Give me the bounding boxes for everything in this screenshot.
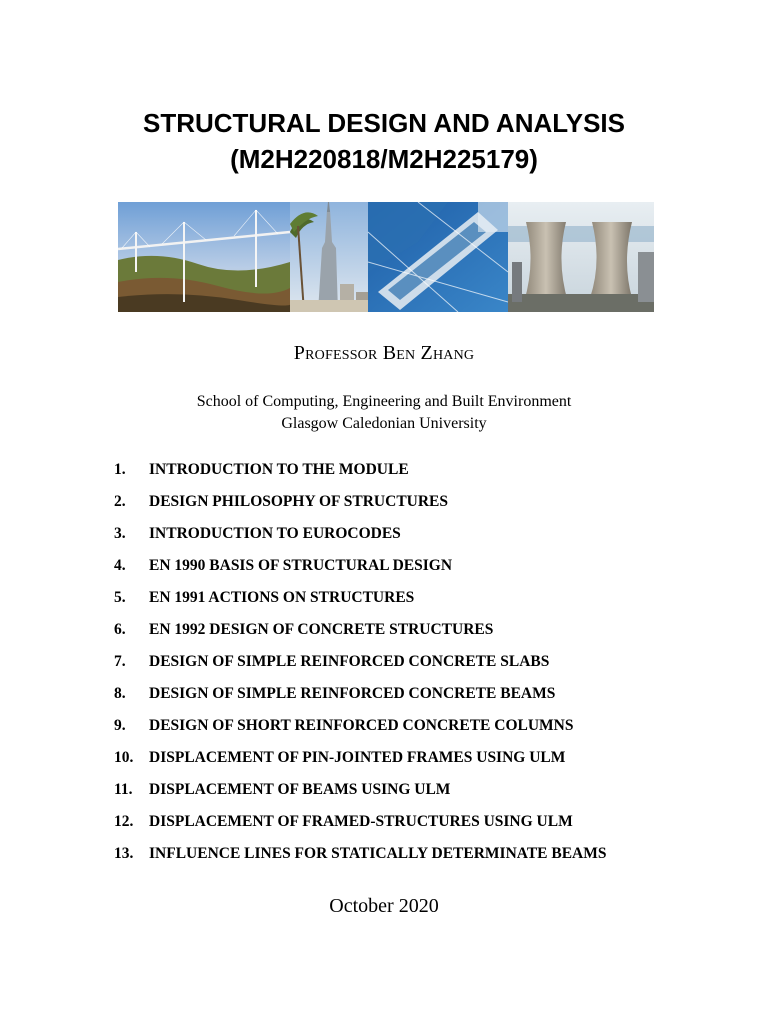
toc-title: EN 1990 BASIS OF STRUCTURAL DESIGN (149, 557, 453, 574)
toc-title: DESIGN PHILOSOPHY OF STRUCTURES (149, 493, 449, 510)
toc-item (114, 459, 734, 491)
document-title: STRUCTURAL DESIGN AND ANALYSIS (142, 108, 625, 138)
toc-title: INTRODUCTION TO THE MODULE (149, 461, 409, 478)
toc-number: 4. (114, 557, 126, 574)
toc-item (114, 619, 734, 651)
stadium-aerial-photo (368, 202, 508, 312)
toc-title: EN 1992 DESIGN OF CONCRETE STRUCTURES (149, 621, 494, 638)
toc-number: 2. (114, 493, 126, 510)
toc-item (114, 779, 734, 811)
toc-number: 11. (114, 781, 133, 798)
toc-title: INTRODUCTION TO EUROCODES (149, 525, 401, 542)
skyscraper-photo (290, 202, 368, 312)
toc-title: EN 1991 ACTIONS ON STRUCTURES (149, 589, 415, 606)
toc-title: INFLUENCE LINES FOR STATICALLY DETERMINATE BEAMS (149, 845, 607, 862)
toc-title: DESIGN OF SHORT REINFORCED CONCRETE COLUMNS (149, 717, 574, 734)
table-of-contents (114, 459, 734, 875)
toc-item (114, 811, 734, 843)
toc-item (114, 683, 734, 715)
toc-item (114, 715, 734, 747)
toc-item (114, 523, 734, 555)
toc-item (114, 555, 734, 587)
toc-item (114, 587, 734, 619)
toc-item (114, 491, 734, 523)
cooling-towers-photo (508, 202, 654, 312)
toc-number: 8. (114, 685, 126, 702)
toc-number: 1. (114, 461, 126, 478)
toc-title: DISPLACEMENT OF BEAMS USING ULM (149, 781, 451, 798)
toc-number: 9. (114, 717, 126, 734)
toc-item (114, 651, 734, 683)
school-name: School of Computing, Engineering and Built Environment (196, 393, 572, 410)
toc-item (114, 843, 734, 875)
toc-number: 10. (114, 749, 134, 766)
toc-number: 6. (114, 621, 126, 638)
author-name: Professor Ben Zhang (293, 342, 475, 364)
publication-date: October 2020 (329, 895, 439, 917)
toc-number: 5. (114, 589, 126, 606)
toc-number: 13. (114, 845, 134, 862)
toc-title: DESIGN OF SIMPLE REINFORCED CONCRETE BEAMS (149, 685, 556, 702)
bridge-photo (118, 202, 291, 312)
toc-title: DISPLACEMENT OF PIN-JOINTED FRAMES USING ULM (149, 749, 566, 766)
header-banner-image (118, 202, 654, 312)
toc-number: 12. (114, 813, 134, 830)
toc-number: 7. (114, 653, 126, 670)
toc-title: DESIGN OF SIMPLE REINFORCED CONCRETE SLABS (149, 653, 550, 670)
toc-number: 3. (114, 525, 126, 542)
toc-item (114, 747, 734, 779)
module-codes: (M2H220818/M2H225179) (230, 144, 538, 174)
toc-title: DISPLACEMENT OF FRAMED-STRUCTURES USING ULM (149, 813, 573, 830)
university-name: Glasgow Caledonian University (281, 415, 487, 432)
